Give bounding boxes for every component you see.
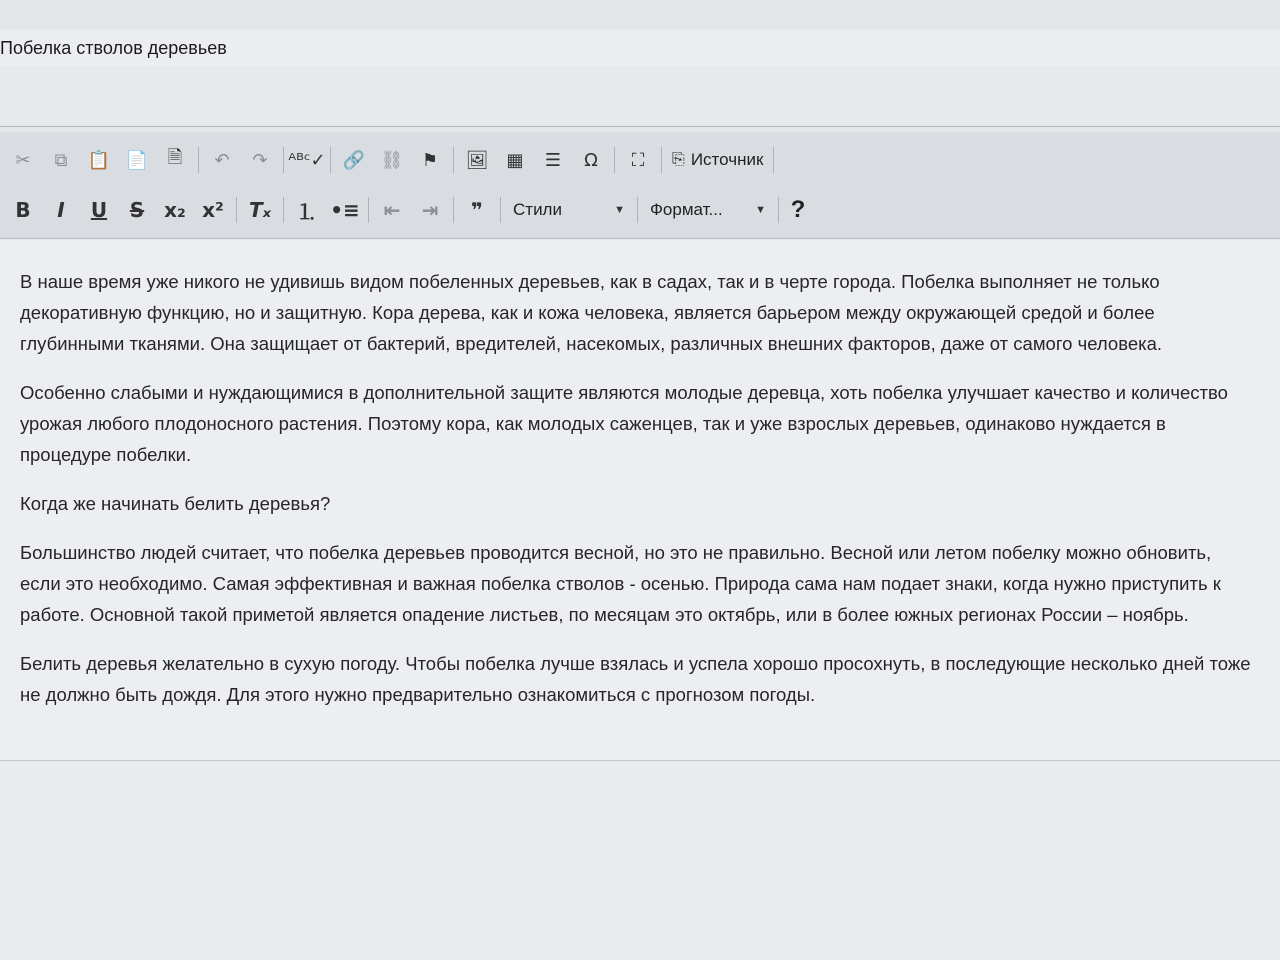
toolbar-separator [283, 197, 284, 223]
strike-button[interactable] [122, 195, 152, 225]
source-label: Источник [690, 150, 764, 169]
bulleted-list-button[interactable] [330, 195, 360, 225]
image-icon: 🖼 [465, 149, 489, 171]
table-button[interactable] [500, 145, 530, 175]
toolbar-row-2 [4, 192, 813, 228]
superscript-button[interactable] [198, 195, 228, 225]
undo-button[interactable] [207, 145, 237, 175]
editor-toolbar [0, 132, 1280, 239]
toolbar-separator [198, 147, 199, 173]
special-char-button[interactable] [576, 145, 606, 175]
italic-icon: I [57, 198, 65, 222]
bulleted-list-icon: •≡ [330, 198, 360, 222]
copy-button[interactable] [46, 145, 76, 175]
table-icon: ▦ [506, 149, 524, 171]
link-button[interactable] [339, 145, 369, 175]
toolbar-separator [283, 147, 284, 173]
undo-icon: ↶ [214, 149, 230, 171]
link-icon: 🔗 [342, 149, 366, 171]
cut-button[interactable] [8, 145, 38, 175]
toolbar-separator [778, 197, 779, 223]
image-button[interactable] [462, 145, 492, 175]
toolbar-separator [614, 147, 615, 173]
superscript-icon: x² [202, 198, 224, 222]
toolbar-separator [453, 197, 454, 223]
outdent-button[interactable] [377, 195, 407, 225]
content-paragraph: Большинство людей считает, что побелка деревьев проводится весной, но это не правильно. Весной или летом побелку можно обновить, если это необходимо. Самая эффективная и важная побелка стволов - осенью. Природа сама нам подает знаки, когда нужно приступить к работе. Основной такой приметой является опадение листьев, по месяцам это октябрь, или в более южных регионах России – ноябрь. [20, 542, 1221, 625]
content-paragraph: Белить деревья желательно в сухую погоду. Чтобы побелка лучше взялась и успела хорошо просохнуть, в последующие несколько дней тоже не должно быть дождя. Для этого нужно предварительно ознакомиться с прогнозом погоды. [20, 653, 1251, 705]
bold-icon: B [15, 198, 31, 222]
horizontal-line-button[interactable] [538, 145, 568, 175]
content-paragraph: В наше время уже никого не удивишь видом побеленных деревьев, как в садах, так и в черте города. Побелка выполняет не только декоративную функцию, но и защитную. Кора дерева, как и кожа человека, является барьером между окружающей средой и более глубинными тканями. Она защищает от бактерий, вредителей, насекомых, различных внешних факторов, даже от самого человека. [20, 271, 1163, 354]
toolbar-separator [637, 197, 638, 223]
unlink-button[interactable] [377, 145, 407, 175]
clear-format-icon: Tₓ [249, 198, 271, 222]
toolbar-separator [500, 197, 501, 223]
blockquote-button[interactable] [462, 195, 492, 225]
toolbar-separator [453, 147, 454, 173]
redo-icon: ↷ [252, 149, 268, 171]
toolbar-separator [330, 147, 331, 173]
title-spacer [0, 66, 1280, 127]
source-icon: ⎘ [672, 151, 685, 168]
maximize-icon: ⛶ [631, 149, 645, 171]
underline-icon: U [90, 198, 108, 222]
paste-text-icon: 📄 [125, 149, 149, 171]
underline-button[interactable] [84, 195, 114, 225]
numbered-list-icon: ⒈ [297, 199, 317, 224]
redo-button[interactable] [245, 145, 275, 175]
flag-icon: ⚑ [421, 149, 439, 171]
numbered-list-button[interactable] [292, 195, 322, 225]
maximize-button[interactable] [623, 145, 653, 175]
indent-icon: ⇥ [421, 198, 439, 222]
toolbar-row-1 [4, 142, 778, 178]
source-button[interactable] [666, 145, 769, 175]
toolbar-separator [773, 147, 774, 173]
remove-format-button[interactable] [245, 195, 275, 225]
subscript-button[interactable] [160, 195, 190, 225]
paste-word-button[interactable] [160, 145, 190, 175]
italic-button[interactable] [46, 195, 76, 225]
paste-word-icon: 🗎 [167, 147, 183, 168]
spellcheck-icon: ᴬᴮᶜ✓ [288, 149, 326, 171]
quote-icon: ❞ [471, 198, 483, 222]
paste-text-button[interactable] [122, 145, 152, 175]
format-label: Формат... [650, 200, 723, 219]
cut-icon: ✂ [15, 149, 31, 171]
toolbar-separator [368, 197, 369, 223]
copy-icon: ⧉ [54, 149, 68, 171]
bold-button[interactable] [8, 195, 38, 225]
content-paragraph: Когда же начинать белить деревья? [20, 493, 331, 514]
page-background [0, 761, 1280, 960]
anchor-button[interactable] [415, 145, 445, 175]
toolbar-separator [661, 147, 662, 173]
chevron-down-icon: ▼ [755, 204, 766, 216]
styles-dropdown[interactable] [505, 195, 633, 225]
outdent-icon: ⇤ [383, 198, 401, 222]
paste-icon: 📋 [87, 149, 111, 171]
styles-label: Стили [513, 200, 562, 219]
chevron-down-icon: ▼ [614, 204, 625, 216]
omega-icon: Ω [584, 149, 598, 171]
horizontal-rule-icon: ☰ [544, 149, 562, 171]
toolbar-separator [236, 197, 237, 223]
title-field[interactable] [0, 30, 1280, 67]
editor-content[interactable] [20, 266, 1256, 728]
help-button[interactable]: ? [790, 196, 806, 223]
unlink-icon: ⛓ [380, 149, 404, 171]
subscript-icon: x₂ [164, 198, 186, 222]
paste-button[interactable] [84, 145, 114, 175]
format-dropdown[interactable] [642, 195, 774, 225]
title-input-value[interactable]: Побелка стволов деревьев [0, 38, 227, 58]
content-paragraph: Особенно слабыми и нуждающимися в дополнительной защите являются молодые деревца, хоть побелка улучшает качество и количество урожая любого плодоносного растения. Поэтому кора, как молодых саженцев, так и уже взрослых деревьев, одинаково нуждается в процедуре побелки. [20, 382, 1228, 465]
spellcheck-button[interactable] [288, 145, 326, 175]
strikethrough-icon: S [129, 198, 145, 222]
editor-content-area[interactable] [0, 240, 1280, 761]
indent-button[interactable] [415, 195, 445, 225]
